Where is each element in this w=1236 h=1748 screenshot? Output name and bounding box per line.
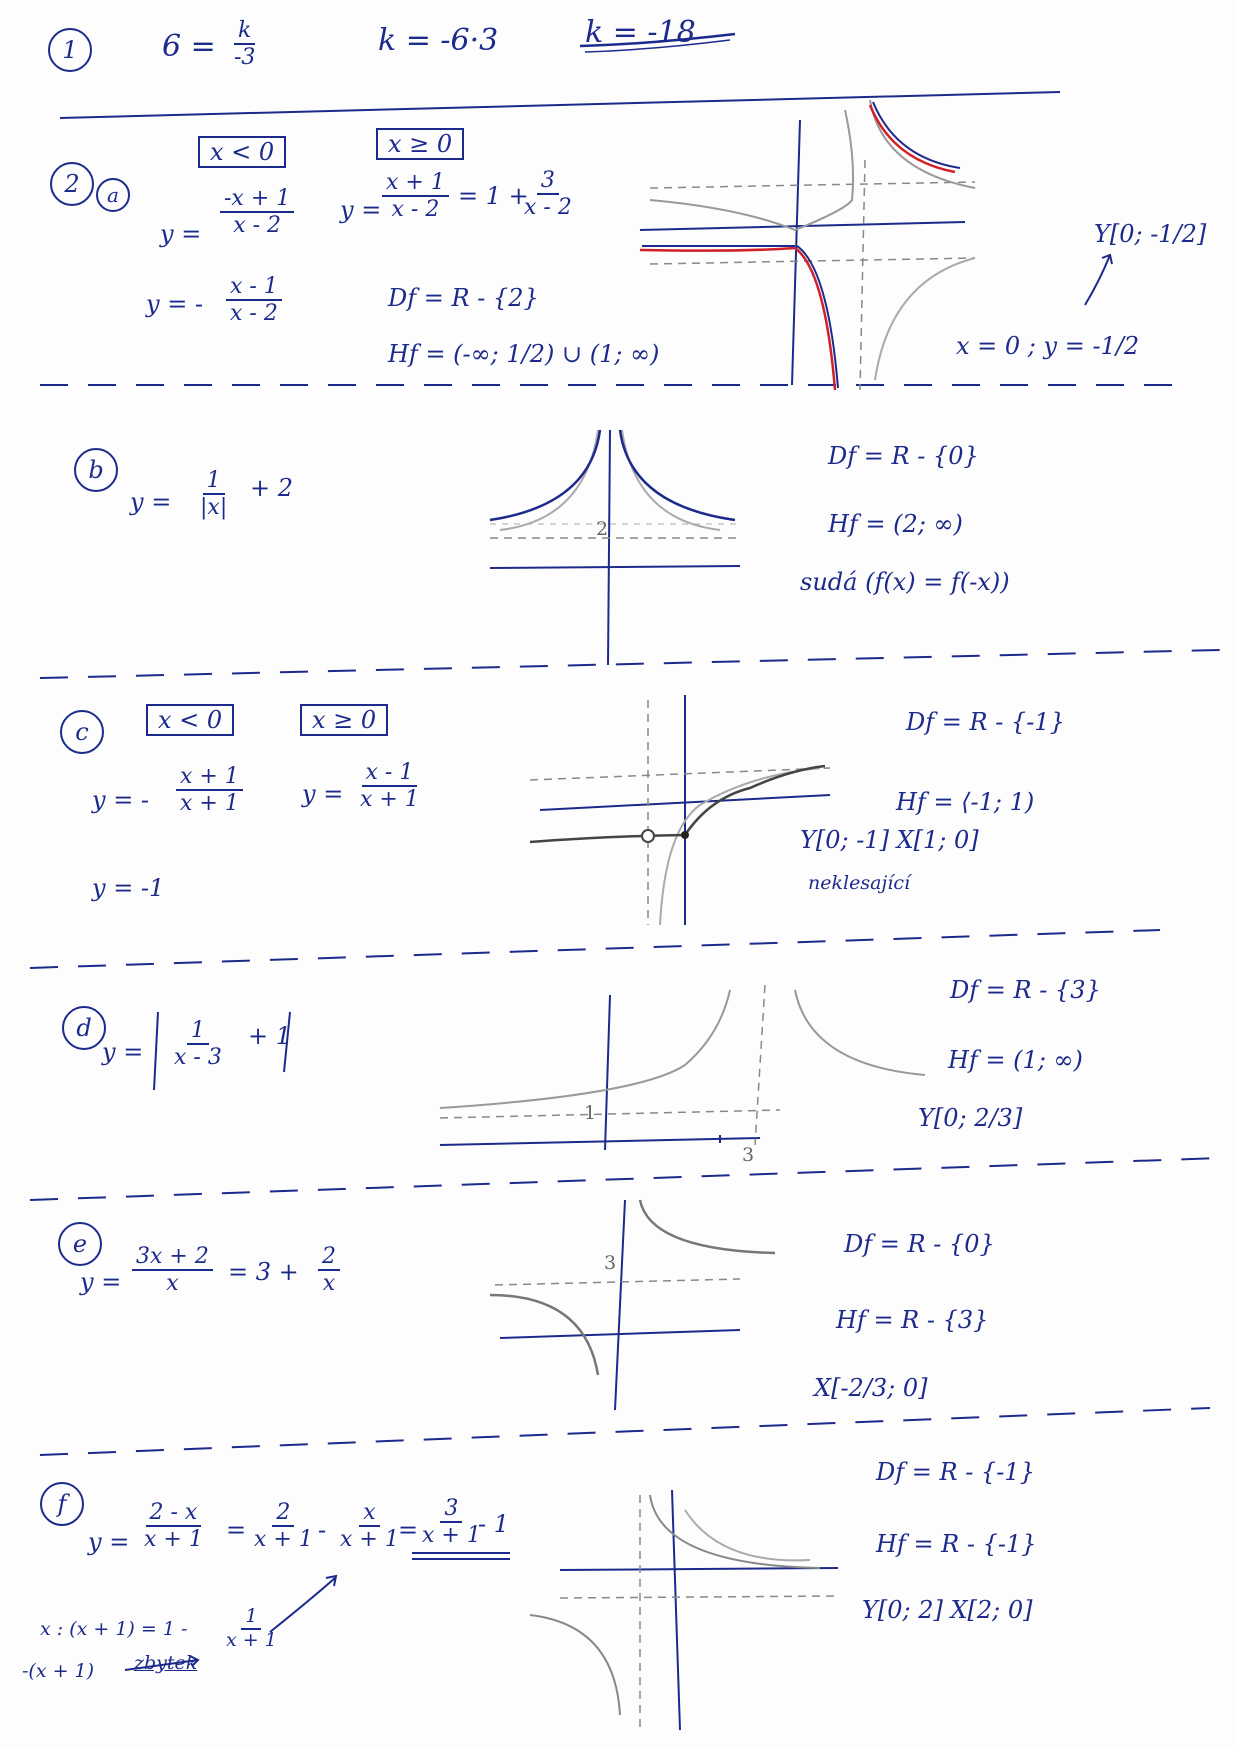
p2a-f2-num: x + 1 [382, 170, 449, 197]
p2d-f-den: x - 3 [174, 1045, 222, 1071]
p2a-case2: x ≥ 0 [376, 128, 464, 160]
p2b-graph [480, 420, 750, 670]
p2a-f2-fraction [382, 170, 449, 223]
p2b-f-lhs: y = [130, 488, 172, 516]
p2e-y-axis [615, 1200, 625, 1410]
part-e-marker [58, 1222, 102, 1266]
part-a-label: a [107, 183, 119, 207]
p2f-f-num2: 2 [272, 1500, 294, 1527]
part-b-label: b [88, 456, 104, 484]
p2a-range: Hf = (-∞; 1/2) ∪ (1; ∞) [388, 340, 660, 368]
p2a-f3-fraction [226, 274, 282, 327]
p2f-arrows [180, 1560, 350, 1680]
p2c-case2: x ≥ 0 [300, 704, 388, 736]
p2c-graph [520, 690, 840, 930]
p1-eq1-den: -3 [234, 45, 256, 71]
p1-eq1-num: k [234, 18, 255, 45]
p2d-x-axis [440, 1138, 760, 1145]
p2b-y-axis [608, 430, 610, 665]
p2f-f-den2: x + 1 [254, 1527, 313, 1553]
p2d-f-lhs: y = [102, 1038, 144, 1066]
p1-eq3: k = -18 [585, 15, 696, 50]
p2b-parity: sudá (f(x) = f(-x)) [800, 568, 1010, 596]
p2e-point: X[-2/3; 0] [814, 1374, 928, 1402]
p2a-f3-lhs: y = - [146, 290, 204, 318]
p2f-f-num3: x [359, 1500, 379, 1527]
p2f-minus: - [318, 1516, 327, 1544]
part-c-marker [60, 710, 104, 754]
p2f-f-fraction4 [418, 1496, 485, 1549]
p2c-range: Hf = ⟨-1; 1) [896, 788, 1035, 816]
p2e-range: Hf = R - {3} [836, 1306, 989, 1334]
p2f-f-fraction [140, 1500, 207, 1553]
p2c-f2-fraction [356, 760, 423, 813]
p2d-y-axis [605, 995, 610, 1150]
p2c-f2-num: x - 1 [362, 760, 418, 787]
p2c-f1-den: x + 1 [180, 791, 239, 817]
p2e-f-den: x [166, 1271, 179, 1297]
p2d-f-num: 1 [187, 1018, 209, 1045]
p1-eq1-lhs: 6 = [162, 29, 216, 64]
p2f-y-axis [672, 1490, 680, 1730]
p2a-point: Y[0; -1/2] [1094, 220, 1207, 248]
p2f-remainder-1: -(x + 1) [22, 1660, 95, 1682]
p2d-range: Hf = (1; ∞) [948, 1046, 1083, 1074]
p2f-points: Y[0; 2] X[2; 0] [862, 1596, 1033, 1624]
part-f-label: f [57, 1490, 67, 1518]
p2d-f-tail: + 1 [248, 1022, 292, 1050]
p2a-f2-lhs: y = [340, 196, 382, 224]
p2a-case1: x < 0 [198, 136, 286, 168]
p2f-range: Hf = R - {-1} [876, 1530, 1037, 1558]
problem-2-label: 2 [64, 170, 80, 198]
p2f-eq-2: = [398, 1516, 419, 1544]
p1-result-underline [0, 0, 1236, 80]
p2f-remainder-2: zbytek [134, 1652, 198, 1674]
p2a-f2-fraction2 [520, 168, 576, 221]
p2a-f1-num: -x + 1 [220, 186, 294, 213]
p2c-f1-lhs: y = - [92, 786, 150, 814]
p2e-x-axis [500, 1330, 740, 1338]
p2f-domain: Df = R - {-1} [876, 1458, 1035, 1486]
p2f-f-fraction3 [336, 1500, 403, 1553]
p1-eq2: k = -6·3 [378, 23, 499, 58]
p2f-f-fraction2 [250, 1500, 317, 1553]
p2b-f-tail: + 2 [250, 474, 294, 502]
problem-2-number [50, 162, 94, 206]
p2c-points: Y[0; -1] X[1; 0] [800, 826, 979, 854]
p2f-x-axis [560, 1568, 838, 1570]
p2a-f1-fraction [220, 186, 294, 239]
p2b-range: Hf = (2; ∞) [828, 510, 963, 538]
p2f-f-lhs: y = [88, 1528, 130, 1556]
part-f-marker [40, 1482, 84, 1526]
p2f-eq-1: = [226, 1516, 247, 1544]
p2f-div-num: 1 [241, 1606, 261, 1630]
p2d-graph [420, 980, 940, 1160]
p2d-domain: Df = R - {3} [950, 976, 1101, 1004]
part-e-label: e [72, 1230, 88, 1258]
p2f-f-den: x + 1 [144, 1527, 203, 1553]
p2f-f-num: 2 - x [146, 1500, 202, 1527]
p2c-f2-den: x + 1 [360, 787, 419, 813]
p2a-f2-den2: x - 2 [524, 195, 572, 221]
p2c-f1-num: x + 1 [176, 764, 243, 791]
p2a-domain: Df = R - {2} [388, 284, 539, 312]
p2e-f-num: 3x + 2 [132, 1244, 213, 1271]
p2e-f-mid: = 3 + [228, 1258, 299, 1286]
p2a-graph [620, 100, 1000, 400]
p2a-f2-den: x - 2 [391, 197, 440, 223]
p2e-f-den2: x [322, 1271, 336, 1297]
p2c-f1-fraction [176, 764, 243, 817]
p2f-graph [520, 1450, 850, 1730]
p2e-f-num2: 2 [318, 1244, 340, 1271]
p2b-f-num: 1 [203, 468, 225, 495]
p2d-tick-3: 3 [742, 1144, 755, 1166]
p2a-f3-num: x - 1 [226, 274, 282, 301]
p2a-f1-den: x - 2 [233, 213, 282, 239]
p2d-point: Y[0; 2/3] [918, 1104, 1023, 1132]
p2e-domain: Df = R - {0} [844, 1230, 995, 1258]
p2e-f-fraction2 [318, 1244, 340, 1297]
problem-1-label: 1 [62, 36, 78, 64]
p2a-f2-num2: 3 [537, 168, 559, 195]
p2c-mono: neklesající [808, 872, 911, 894]
p2f-division: x : (x + 1) = 1 - [40, 1618, 188, 1640]
part-a-marker [96, 178, 130, 212]
p2a-f1-lhs: y = [160, 220, 202, 248]
p2a-f2-mid: = 1 + [458, 182, 529, 210]
p2c-case1: x < 0 [146, 704, 234, 736]
p2f-f-num4: 3 [440, 1496, 462, 1523]
p2b-domain: Df = R - {0} [828, 442, 979, 470]
part-d-marker [62, 1006, 106, 1050]
p2c-domain: Df = R - {-1} [906, 708, 1065, 736]
p2e-f-lhs: y = [80, 1268, 122, 1296]
p2f-f-tail: - 1 [478, 1510, 510, 1538]
p2d-f-fraction [170, 1018, 226, 1071]
p2b-x-axis [490, 566, 740, 568]
p2e-graph [490, 1195, 780, 1415]
p2a-arrow [1080, 250, 1120, 310]
p2e-f-fraction [132, 1244, 213, 1297]
p2d-tick-1: 1 [584, 1102, 597, 1124]
p2b-tick-2: 2 [596, 518, 609, 540]
p2c-f2-lhs: y = [302, 780, 344, 808]
p2b-f-fraction [196, 468, 231, 521]
p2f-div-den: x + 1 [226, 1628, 277, 1651]
p2b-f-den: |x| [200, 495, 228, 521]
p2e-tick-3: 3 [604, 1252, 617, 1274]
p2a-f3-den: x - 2 [230, 301, 278, 327]
part-c-label: c [75, 718, 89, 746]
part-d-label: d [76, 1014, 92, 1042]
p2f-f-den3: x + 1 [340, 1527, 399, 1553]
p2a-calc: x = 0 ; y = -1/2 [956, 332, 1140, 360]
p2f-result-underline [410, 1550, 520, 1562]
p2f-f-den4: x + 1 [422, 1523, 481, 1549]
p2c-f3: y = -1 [92, 874, 165, 902]
part-b-marker [74, 448, 118, 492]
